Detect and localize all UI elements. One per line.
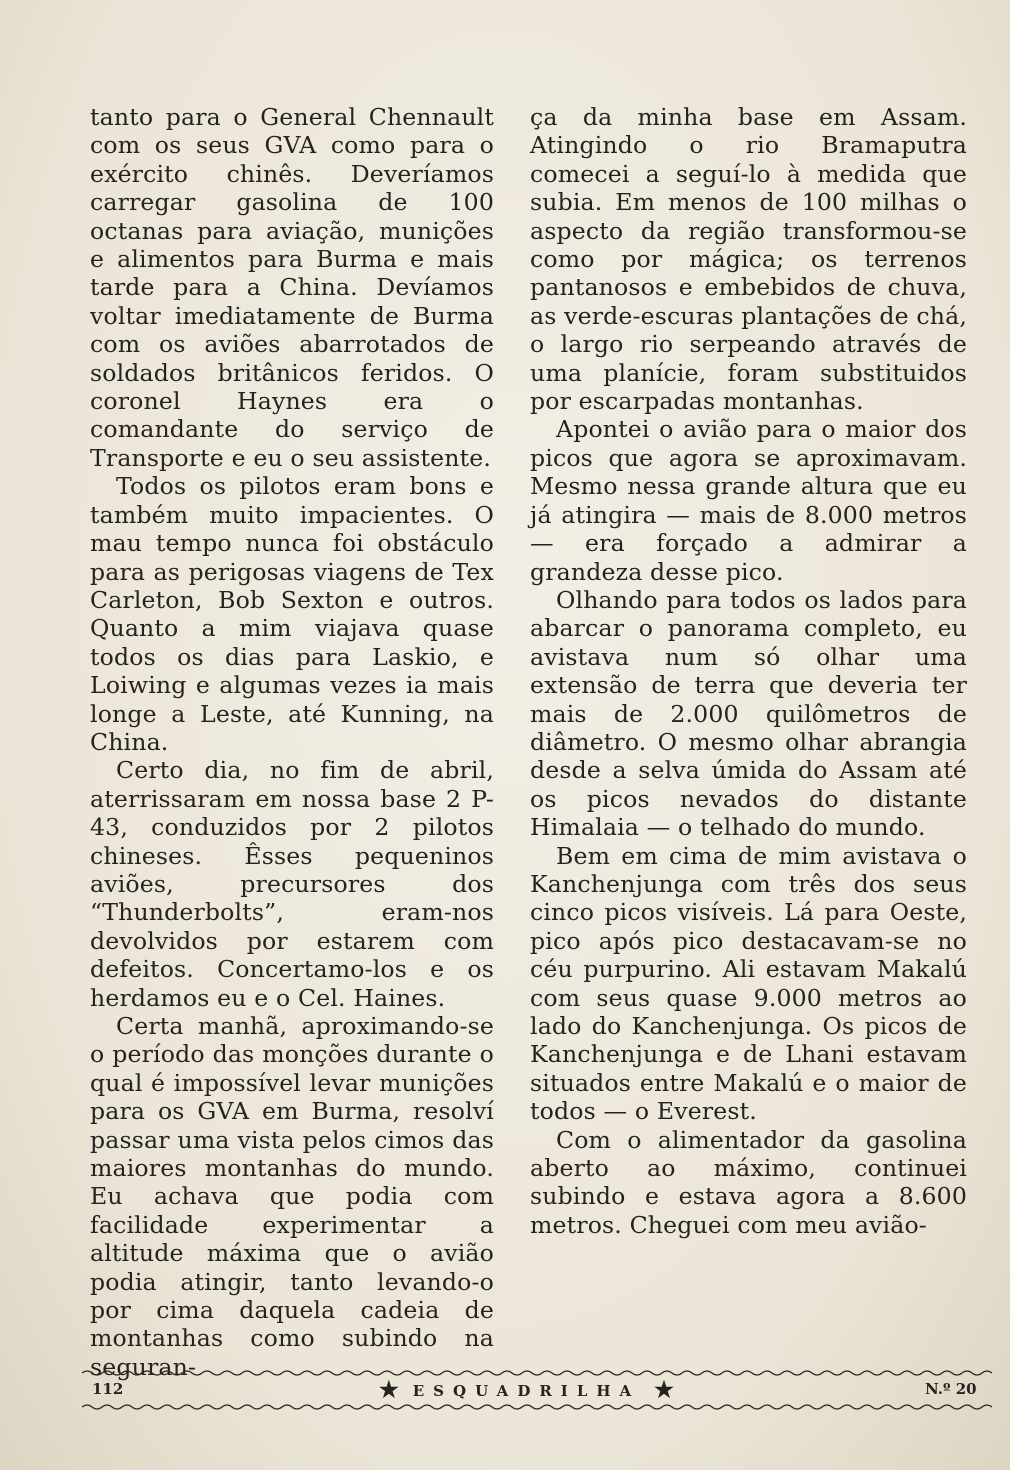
paragraph: ça da minha base em Assam. Atingindo o rio Bramaputra comecei a seguí-lo à medida que subia. Em menos de 100 milhas o aspecto da região transformou-se como por mágica; os terrenos pantanosos e embebidos de chuva, as verde-escuras plantações de chá, o largo rio serpeando através de uma planície, foram substituidos por escarpadas montanhas. [530,103,967,416]
star-icon: ★ [379,1377,399,1403]
magazine-title-text: ESQUADRILHA [412,1382,641,1400]
magazine-title [365,1378,688,1404]
issue-number: N.º 20 [925,1380,977,1398]
text-column-left [90,103,494,1381]
page-number: 112 [92,1380,124,1398]
paragraph: tanto para o General Chennault com os seus GVA como para o exército chinês. Deveríamos carregar gasolina de 100 octanas para aviação, munições e alimentos para Burma e mais tarde para a China. Devíamos voltar imediatamente de Burma com os aviões abarrotados de soldados britânicos feridos. O coronel Haynes era o comandante do serviço de Transporte e eu o seu assistente. [90,103,494,472]
text-column-right [530,103,967,1239]
footer-bottom-wavy-rule [82,1402,992,1412]
paragraph: Bem em cima de mim avistava o Kanchenjunga com três dos seus cinco picos visíveis. Lá para Oeste, pico após pico destacavam-se no céu purpurino. Ali estavam Makalú com seus quase 9.000 metros ao lado do Kanchenjunga. Os picos de Kanchenjunga e de Lhani estavam situados entre Makalú e o maior de todos — o Everest. [530,841,967,1126]
paragraph: Apontei o avião para o maior dos picos que agora se aproximavam. Mesmo nessa grande altura que eu já atingira — mais de 8.000 metros — era forçado a admirar a grandeza desse pico. [530,415,967,586]
paragraph: Certa manhã, aproximando-se o período das monções durante o qual é impossível levar munições para os GVA em Burma, resolví passar uma vista pelos cimos das maiores montanhas do mundo. Eu achava que podia com facilidade experimentar a altitude máxima que o avião podia atingir, tanto levando-o por cima daquela cadeia de montanhas como subindo na seguran- [90,1012,494,1381]
star-icon: ★ [654,1377,674,1403]
paragraph: Certo dia, no fim de abril, aterrissaram em nossa base 2 P-43, conduzidos por 2 pilotos chineses. Êsses pequeninos aviões, precursores dos “Thunderbolts”, eram-nos devolvidos por estarem com defeitos. Concertamo-los e os herdamos eu e o Cel. Haines. [90,756,494,1012]
paragraph: Todos os pilotos eram bons e também muito impacientes. O mau tempo nunca foi obstáculo para as perigosas viagens de Tex Carleton, Bob Sexton e outros. Quanto a mim viajava quase todos os dias para Laskio, e Loiwing e algumas vezes ia mais longe a Leste, até Kunning, na China. [90,472,494,756]
footer-top-wavy-rule [82,1368,992,1378]
paragraph: Com o alimentador da gasolina aberto ao máximo, continuei subindo e estava agora a 8.600 metros. Cheguei com meu avião- [530,1125,967,1239]
paragraph: Olhando para todos os lados para abarcar o panorama completo, eu avistava num só olhar uma extensão de terra que deveria ter mais de 2.000 quilômetros de diâmetro. O mesmo olhar abrangia desde a selva úmida do Assam até os picos nevados do distante Himalaia — o telhado do mundo. [530,585,967,842]
